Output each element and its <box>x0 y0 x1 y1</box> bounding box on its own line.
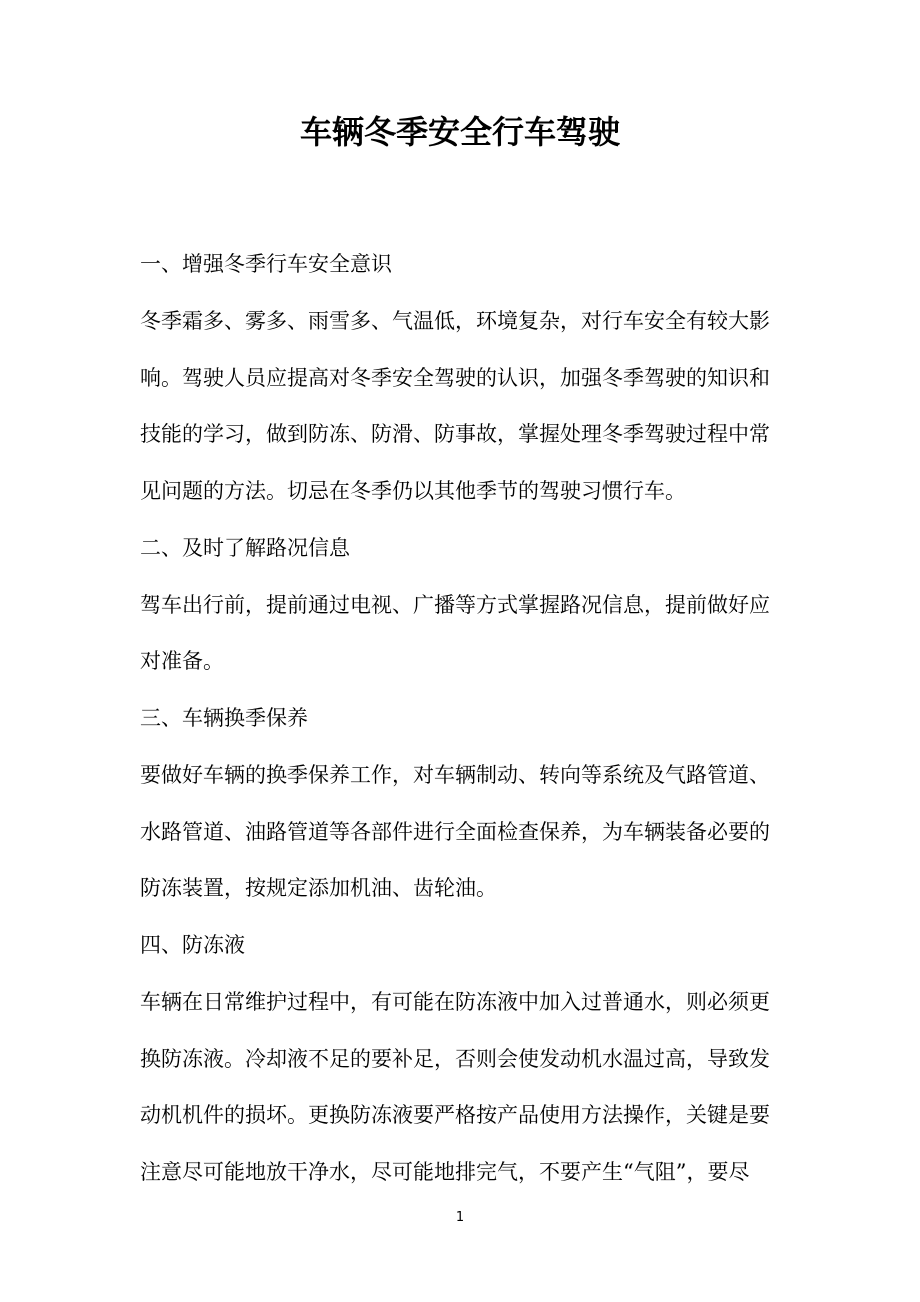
paragraph-line: 驾车出行前，提前通过电视、广播等方式掌握路况信息，提前做好应 <box>140 592 770 617</box>
document-title: 车辆冬季安全行车驾驶 <box>299 113 620 151</box>
page-number: 1 <box>455 1210 465 1225</box>
paragraph-line: 技能的学习，做到防冻、防滑、防事故，掌握处理冬季驾驶过程中常 <box>140 422 770 447</box>
section-heading-1: 一、增强冬季行车安全意识 <box>140 252 392 276</box>
paragraph-line: 响。驾驶人员应提高对冬季安全驾驶的认识，加强冬季驾驶的知识和 <box>140 365 770 390</box>
paragraph-line: 对准备。 <box>140 649 224 674</box>
paragraph-line: 车辆在日常维护过程中，有可能在防冻液中加入过普通水，则必须更 <box>140 989 770 1014</box>
paragraph-line: 防冻装置，按规定添加机油、齿轮油。 <box>140 876 497 901</box>
section-heading-4: 四、防冻液 <box>140 933 245 957</box>
paragraph-line: 要做好车辆的换季保养工作，对车辆制动、转向等系统及气路管道、 <box>140 762 770 787</box>
section-heading-2: 二、及时了解路况信息 <box>140 535 350 560</box>
document-body <box>140 244 800 1209</box>
paragraph-line: 注意尽可能地放干净水，尽可能地排完气，不要产生“气阻”，要尽 <box>140 1160 750 1184</box>
paragraph-line: 换防冻液。冷却液不足的要补足，否则会使发动机水温过高，导致发 <box>140 1046 770 1071</box>
paragraph-line: 水路管道、油路管道等各部件进行全面检查保养，为车辆装备必要的 <box>140 819 770 844</box>
paragraph-line: 见问题的方法。切忌在冬季仍以其他季节的驾驶习惯行车。 <box>140 479 686 503</box>
paragraph-line: 动机机件的损坏。更换防冻液要严格按产品使用方法操作，关键是要 <box>140 1103 770 1128</box>
section-heading-3: 三、车辆换季保养 <box>140 706 308 730</box>
paragraph-line: 冬季霜多、雾多、雨雪多、气温低，环境复杂，对行车安全有较大影 <box>140 308 770 333</box>
